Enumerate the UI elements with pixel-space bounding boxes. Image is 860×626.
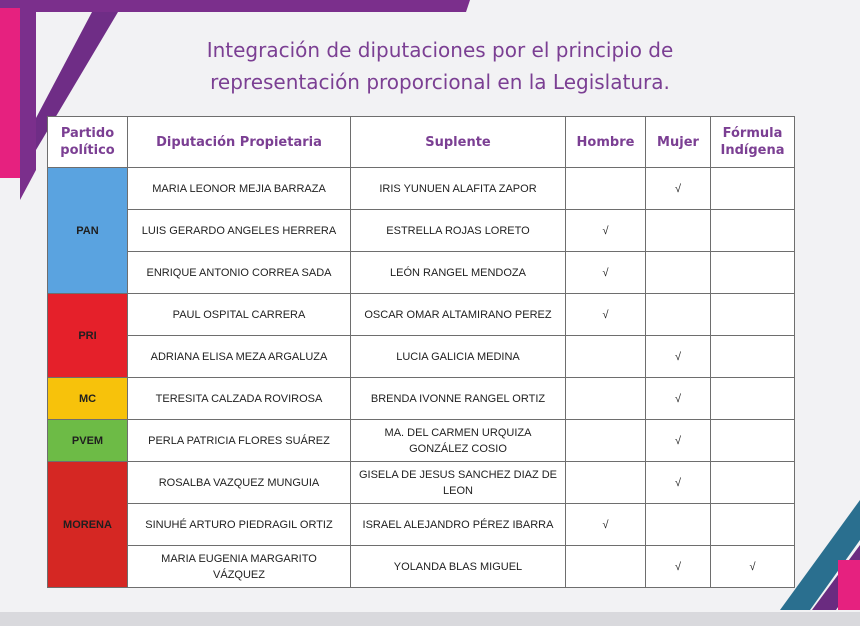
alternate-cell: ISRAEL ALEJANDRO PÉREZ IBARRA bbox=[351, 504, 566, 546]
indigenous-cell bbox=[711, 252, 795, 294]
man-cell bbox=[566, 420, 646, 462]
table-row bbox=[48, 210, 795, 252]
man-check: √ bbox=[566, 210, 646, 252]
man-cell bbox=[566, 546, 646, 588]
indigenous-cell bbox=[711, 168, 795, 210]
indigenous-cell bbox=[711, 504, 795, 546]
header-owner: Diputación Propietaria bbox=[128, 117, 351, 168]
table-row bbox=[48, 336, 795, 378]
man-check: √ bbox=[566, 294, 646, 336]
woman-check: √ bbox=[646, 168, 711, 210]
party-cell-pri: PRI bbox=[48, 294, 128, 378]
owner-cell: ROSALBA VAZQUEZ MUNGUIA bbox=[128, 462, 351, 504]
woman-check: √ bbox=[646, 378, 711, 420]
owner-cell: ENRIQUE ANTONIO CORREA SADA bbox=[128, 252, 351, 294]
header-indigenous: Fórmula Indígena bbox=[711, 117, 795, 168]
party-cell-mc: MC bbox=[48, 378, 128, 420]
party-cell-morena: MORENA bbox=[48, 462, 128, 588]
owner-cell: LUIS GERARDO ANGELES HERRERA bbox=[128, 210, 351, 252]
party-cell-pan: PAN bbox=[48, 168, 128, 294]
woman-cell bbox=[646, 210, 711, 252]
table-row bbox=[48, 504, 795, 546]
table-row bbox=[48, 294, 795, 336]
woman-check: √ bbox=[646, 546, 711, 588]
woman-check: √ bbox=[646, 420, 711, 462]
table-row bbox=[48, 378, 795, 420]
owner-cell: MARIA LEONOR MEJIA BARRAZA bbox=[128, 168, 351, 210]
header-party: Partido político bbox=[48, 117, 128, 168]
alternate-cell: ESTRELLA ROJAS LORETO bbox=[351, 210, 566, 252]
owner-cell: SINUHÉ ARTURO PIEDRAGIL ORTIZ bbox=[128, 504, 351, 546]
indigenous-cell bbox=[711, 336, 795, 378]
alternate-cell: MA. DEL CARMEN URQUIZA GONZÁLEZ COSIO bbox=[351, 420, 566, 462]
man-check: √ bbox=[566, 504, 646, 546]
man-cell bbox=[566, 462, 646, 504]
indigenous-cell bbox=[711, 294, 795, 336]
woman-cell bbox=[646, 504, 711, 546]
table-row bbox=[48, 546, 795, 588]
header-man: Hombre bbox=[566, 117, 646, 168]
owner-cell: PERLA PATRICIA FLORES SUÁREZ bbox=[128, 420, 351, 462]
owner-cell: TERESITA CALZADA ROVIROSA bbox=[128, 378, 351, 420]
owner-cell: ADRIANA ELISA MEZA ARGALUZA bbox=[128, 336, 351, 378]
indigenous-cell bbox=[711, 420, 795, 462]
table-row bbox=[48, 168, 795, 210]
indigenous-cell bbox=[711, 462, 795, 504]
table-row bbox=[48, 420, 795, 462]
header-woman: Mujer bbox=[646, 117, 711, 168]
owner-cell: PAUL OSPITAL CARRERA bbox=[128, 294, 351, 336]
slide-title bbox=[140, 34, 740, 98]
alternate-cell: YOLANDA BLAS MIGUEL bbox=[351, 546, 566, 588]
alternate-cell: LUCIA GALICIA MEDINA bbox=[351, 336, 566, 378]
table-row bbox=[48, 252, 795, 294]
owner-cell: MARIA EUGENIA MARGARITO VÁZQUEZ bbox=[128, 546, 351, 588]
party-cell-pvem: PVEM bbox=[48, 420, 128, 462]
title-line-2: representación proporcional en la Legislatura. bbox=[210, 70, 670, 94]
table-header-row bbox=[48, 117, 795, 168]
alternate-cell: IRIS YUNUEN ALAFITA ZAPOR bbox=[351, 168, 566, 210]
alternate-cell: OSCAR OMAR ALTAMIRANO PEREZ bbox=[351, 294, 566, 336]
legislature-table bbox=[47, 116, 795, 588]
woman-check: √ bbox=[646, 336, 711, 378]
man-check: √ bbox=[566, 252, 646, 294]
title-line-1: Integración de diputaciones por el principio de bbox=[206, 38, 674, 62]
man-cell bbox=[566, 378, 646, 420]
man-cell bbox=[566, 336, 646, 378]
indigenous-cell bbox=[711, 378, 795, 420]
woman-cell bbox=[646, 252, 711, 294]
alternate-cell: LEÓN RANGEL MENDOZA bbox=[351, 252, 566, 294]
woman-cell bbox=[646, 294, 711, 336]
man-cell bbox=[566, 168, 646, 210]
table-row bbox=[48, 462, 795, 504]
alternate-cell: GISELA DE JESUS SANCHEZ DIAZ DE LEON bbox=[351, 462, 566, 504]
alternate-cell: BRENDA IVONNE RANGEL ORTIZ bbox=[351, 378, 566, 420]
header-alternate: Suplente bbox=[351, 117, 566, 168]
indigenous-cell bbox=[711, 210, 795, 252]
woman-check: √ bbox=[646, 462, 711, 504]
indigenous-check: √ bbox=[711, 546, 795, 588]
